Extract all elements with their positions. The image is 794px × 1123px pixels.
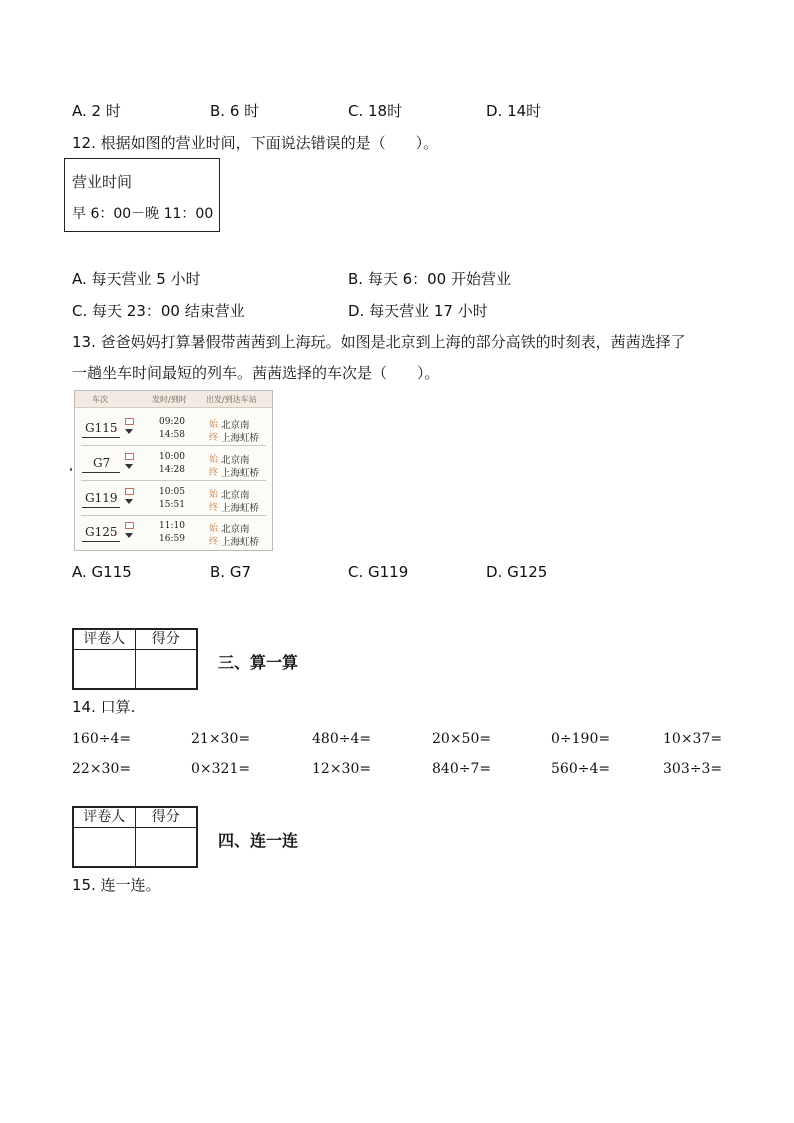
q13-question-line1: 13. 爸爸妈妈打算暑假带茜茜到上海玩。如图是北京到上海的部分高铁的时刻表，茜茜选择了 <box>72 333 686 351</box>
calc-item: 0×321= <box>191 761 251 777</box>
timetable-header <box>75 391 272 408</box>
header-stations: 出发/到达车站 <box>206 395 257 404</box>
train-code: G115 <box>85 421 118 435</box>
score-cell[interactable] <box>135 827 197 867</box>
timetable-row <box>75 482 272 516</box>
q11-option-c: C. 18时 <box>348 102 403 120</box>
chevron-down-icon <box>125 533 133 538</box>
section-title: 四、连一连 <box>218 831 299 850</box>
departure-time: 10:00 <box>159 452 185 462</box>
to-station: 上海虹桥 <box>221 468 260 479</box>
train-code: G119 <box>85 491 118 505</box>
code-underline <box>82 507 120 508</box>
q12-option-a: A. 每天营业 5 小时 <box>72 270 201 288</box>
q12-option-b: B. 每天 6：00 开始营业 <box>348 270 511 288</box>
q15-title: 15. 连一连。 <box>72 876 161 894</box>
end-mark: 终 <box>209 433 219 443</box>
from-station: 北京南 <box>221 455 250 466</box>
from-station: 北京南 <box>221 490 250 501</box>
timetable-row <box>75 447 272 481</box>
code-underline <box>82 541 120 542</box>
q14-title: 14. 口算. <box>72 698 136 716</box>
ticket-icon <box>125 522 134 529</box>
calc-item: 480÷4= <box>312 731 372 747</box>
q12-option-d: D. 每天营业 17 小时 <box>348 302 488 320</box>
calc-item: 0÷190= <box>551 731 611 747</box>
q13-option-a: A. G115 <box>72 563 132 581</box>
start-mark: 始 <box>209 524 219 534</box>
header-times: 发时/到时 <box>152 395 187 404</box>
calc-item: 160÷4= <box>72 731 132 747</box>
code-underline <box>82 472 120 473</box>
business-hours-box <box>64 158 220 232</box>
q12-option-c: C. 每天 23：00 结束营业 <box>72 302 245 320</box>
timetable-row <box>75 516 272 550</box>
from-station: 北京南 <box>221 420 250 431</box>
q12-question: 12. 根据如图的营业时间，下面说法错误的是（ ）。 <box>72 134 439 152</box>
calc-item: 20×50= <box>432 731 492 747</box>
grader-cell[interactable] <box>73 649 135 689</box>
departure-time: 11:10 <box>159 521 185 531</box>
departure-time: 09:20 <box>159 417 185 427</box>
grader-cell[interactable] <box>73 827 135 867</box>
calc-item: 12×30= <box>312 761 372 777</box>
q11-option-a: A. 2 时 <box>72 102 121 120</box>
business-hours-range: 早 6：00－晚 11：00 <box>72 206 214 222</box>
row-divider <box>81 445 266 446</box>
score-table <box>72 806 198 868</box>
to-station: 上海虹桥 <box>221 433 260 444</box>
departure-time: 10:05 <box>159 487 185 497</box>
train-code: G7 <box>93 456 111 470</box>
q13-option-c: C. G119 <box>348 563 409 581</box>
score-table <box>72 628 198 690</box>
business-hours-title: 营业时间 <box>72 173 133 191</box>
train-code: G125 <box>85 525 118 539</box>
row-divider <box>81 480 266 481</box>
arrival-time: 14:58 <box>159 430 185 440</box>
end-mark: 终 <box>209 503 219 513</box>
arrival-time: 14:28 <box>159 465 185 475</box>
grader-header: 评卷人 <box>73 807 135 827</box>
train-timetable <box>74 390 273 551</box>
start-mark: 始 <box>209 455 219 465</box>
q11-option-d: D. 14时 <box>486 102 542 120</box>
score-header: 得分 <box>135 807 197 827</box>
calc-item: 10×37= <box>663 731 723 747</box>
score-header: 得分 <box>135 629 197 649</box>
code-underline <box>82 437 120 438</box>
end-mark: 终 <box>209 468 219 478</box>
ticket-icon <box>125 488 134 495</box>
arrival-time: 16:59 <box>159 534 185 544</box>
start-mark: 始 <box>209 420 219 430</box>
from-station: 北京南 <box>221 524 250 535</box>
arrival-time: 15:51 <box>159 500 185 510</box>
score-cell[interactable] <box>135 649 197 689</box>
q13-question-line2: 一趟坐车时间最短的列车。茜茜选择的车次是（ ）。 <box>72 364 440 382</box>
ticket-icon <box>125 418 134 425</box>
calc-item: 840÷7= <box>432 761 492 777</box>
chevron-down-icon <box>125 429 133 434</box>
calc-item: 21×30= <box>191 731 251 747</box>
grader-header: 评卷人 <box>73 629 135 649</box>
calc-item: 560÷4= <box>551 761 611 777</box>
to-station: 上海虹桥 <box>221 503 260 514</box>
start-mark: 始 <box>209 490 219 500</box>
end-mark: 终 <box>209 537 219 547</box>
timetable-row <box>75 412 272 446</box>
q11-option-b: B. 6 时 <box>210 102 260 120</box>
section-title: 三、算一算 <box>218 653 299 672</box>
chevron-down-icon <box>125 464 133 469</box>
to-station: 上海虹桥 <box>221 537 260 548</box>
image-edge-mark <box>70 468 72 471</box>
q13-option-b: B. G7 <box>210 563 251 581</box>
calc-item: 22×30= <box>72 761 132 777</box>
header-train-number: 车次 <box>92 395 108 404</box>
chevron-down-icon <box>125 499 133 504</box>
calc-item: 303÷3= <box>663 761 723 777</box>
ticket-icon <box>125 453 134 460</box>
q13-option-d: D. G125 <box>486 563 548 581</box>
